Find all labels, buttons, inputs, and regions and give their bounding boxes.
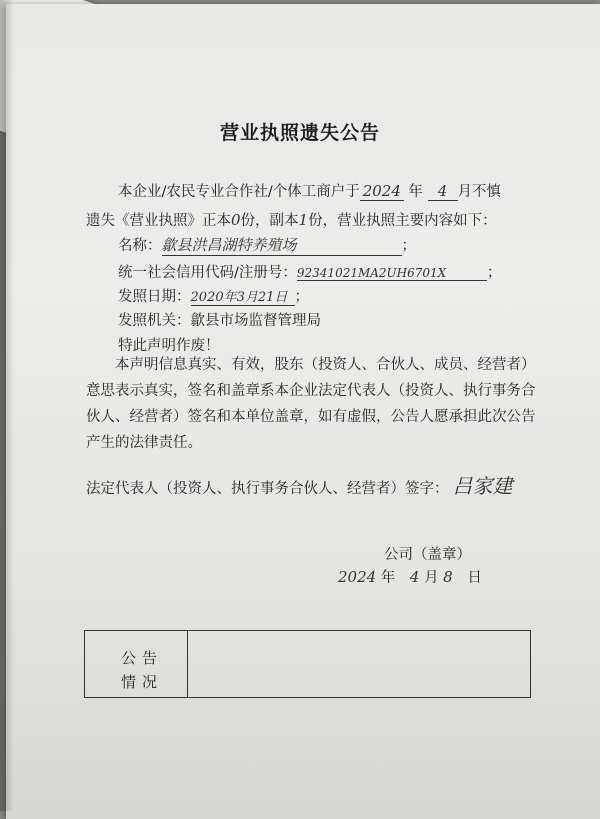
statement-paragraph: 本声明信息真实、有效，股东（投资人、合伙人、成员、经营者）意思表示真实，签名和盖章系本企业法定代表人（投资人、执行事务合伙人、经营者）签名和本单位盖章，如有虚假，公告人愿承担此次公告产生的法律责任。 [86, 357, 536, 451]
page-title: 营业执照遗失公告 [219, 122, 380, 144]
notice-label-top: 公告 [121, 649, 164, 667]
credit-code-value: 92341021MA2UH6701X [297, 266, 487, 281]
credit-code-label: 统一社会信用代码/注册号： [118, 265, 297, 281]
issue-date-value: 2020年3月21日 [191, 286, 295, 306]
loss-year: 2024 [360, 182, 404, 201]
name-end: ； [401, 238, 416, 254]
copy-count: 1 [298, 211, 309, 229]
authority-label: 发照机关： [118, 313, 191, 329]
sign-month-unit: 月 [424, 570, 439, 586]
notice-label-cell [85, 631, 188, 697]
name-value: 歙县洪昌湖特养殖场 [162, 234, 402, 256]
sign-date [338, 566, 482, 587]
signature-line [86, 470, 513, 499]
declaration: 特此声明作废！ [118, 338, 220, 354]
loss-month: 4 [428, 182, 458, 201]
notice-content-cell [189, 631, 530, 697]
credit-code-end: ； [486, 265, 502, 281]
sign-day: 8 [443, 568, 453, 586]
issue-date-label: 发照日期： [118, 289, 191, 305]
loss-date-line [118, 180, 501, 201]
issue-date-end: ； [294, 289, 309, 305]
signature: 吕家建 [452, 474, 513, 498]
sign-month: 4 [409, 568, 420, 586]
notice-label-bottom: 情况 [121, 673, 164, 691]
name-line [118, 234, 416, 256]
license-text-b: 份，副本 [240, 213, 299, 229]
original-count: 0 [231, 211, 241, 229]
entity-type-text: 本企业/农民专业合作社/个体工商户于 [118, 184, 360, 200]
company-stamp-label: 公司（盖章） [384, 547, 471, 563]
license-text-a: 遗失《营业执照》正本 [86, 213, 231, 229]
signature-label: 法定代表人（投资人、执行事务合伙人、经营者）签字： [86, 481, 449, 497]
sign-year-unit: 年 [380, 570, 396, 586]
license-text-c: 份，营业执照主要内容如下： [308, 213, 497, 229]
loss-suffix: 月不慎 [457, 184, 501, 200]
year-unit: 年 [408, 184, 423, 200]
issue-date-line [118, 285, 309, 306]
sign-day-unit: 日 [467, 570, 482, 586]
name-label: 名称： [118, 238, 162, 254]
license-count-line [86, 209, 497, 230]
authority-line [118, 309, 321, 330]
credit-code-line [118, 261, 501, 282]
notice-box [84, 630, 531, 698]
authority-value: 歙县市场监督管理局 [190, 313, 321, 329]
sign-year: 2024 [338, 568, 377, 586]
